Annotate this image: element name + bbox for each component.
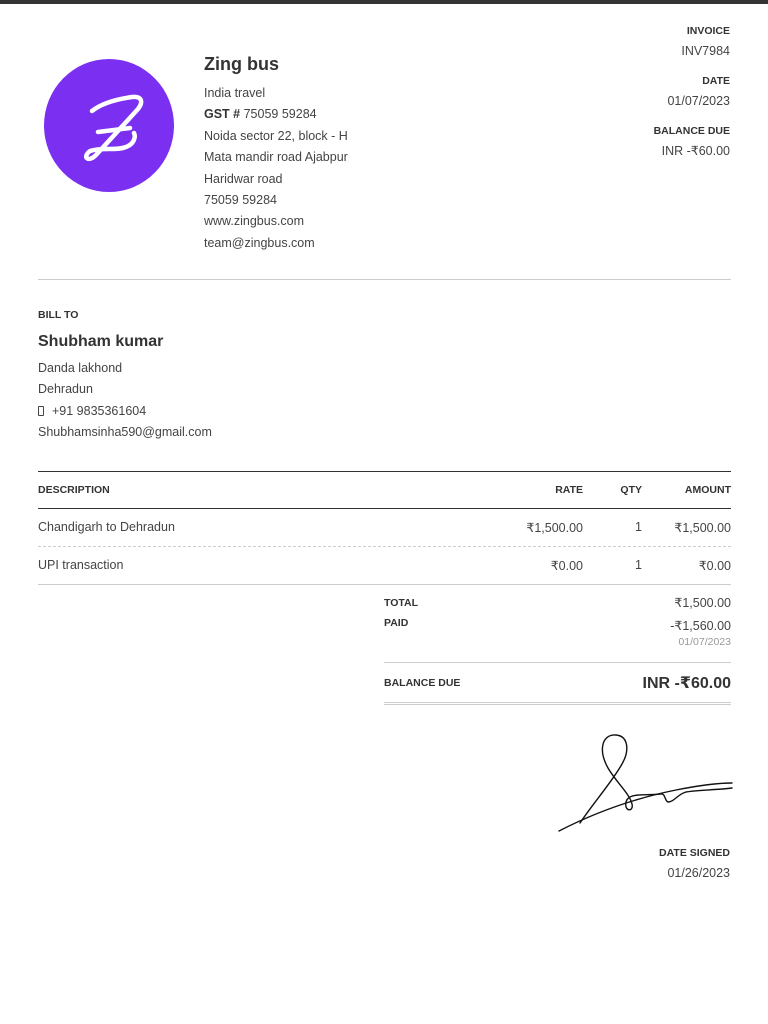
bill-to-label: BILL TO [38, 309, 79, 321]
signature-image [556, 730, 734, 836]
total-value: ₹1,500.00 [674, 596, 731, 610]
line-items-table [38, 471, 731, 585]
customer-phone-number: +91 9835361604 [52, 403, 147, 418]
company-address-line1: Noida sector 22, block - H [204, 128, 348, 143]
paid-value: -₹1,560.00 [670, 619, 731, 633]
gst-number: 75059 59284 [243, 107, 317, 122]
gst-label: GST # [204, 107, 241, 122]
top-bar [0, 0, 768, 4]
company-tagline: India travel [204, 86, 266, 100]
balance-double-rule [384, 702, 731, 705]
row-description: UPI transaction [38, 558, 124, 572]
balance-due-total-value: INR -₹60.00 [642, 675, 731, 692]
customer-address-line2: Dehradun [38, 382, 93, 397]
paid-label: PAID [384, 617, 409, 629]
row-amount: ₹0.00 [698, 559, 731, 573]
company-address-line2: Mata mandir road Ajabpur [204, 150, 348, 165]
company-gst [204, 104, 504, 125]
company-info [204, 54, 504, 254]
balance-due-value: INR -₹60.00 [661, 144, 730, 158]
balance-due-label: BALANCE DUE [653, 125, 730, 137]
header-qty: QTY [620, 484, 642, 496]
company-phone: 75059 59284 [204, 193, 277, 208]
header-description: DESCRIPTION [38, 484, 110, 496]
customer-name: Shubham kumar [38, 333, 164, 350]
company-address-line3: Haridwar road [204, 171, 283, 186]
mobile-phone-icon [38, 406, 44, 416]
company-website[interactable]: www.zingbus.com [204, 214, 305, 229]
row-qty: 1 [635, 558, 642, 572]
date-label: DATE [702, 75, 730, 87]
header-divider [38, 279, 731, 280]
company-email[interactable]: team@zingbus.com [204, 235, 315, 250]
balance-due-total-label: BALANCE DUE [384, 677, 461, 689]
cursive-z-logo-icon [44, 59, 174, 192]
header-rate: RATE [555, 484, 583, 496]
row-rate: ₹1,500.00 [526, 521, 583, 535]
balance-divider [384, 662, 731, 663]
paid-date: 01/07/2023 [678, 636, 731, 648]
customer-email[interactable]: Shubhamsinha590@gmail.com [38, 425, 212, 440]
table-row [38, 509, 731, 547]
invoice-date: 01/07/2023 [667, 94, 730, 108]
table-header [38, 471, 731, 509]
company-logo [44, 59, 174, 192]
row-qty: 1 [635, 520, 642, 534]
invoice-label: INVOICE [686, 25, 730, 37]
company-name: Zing bus [204, 54, 279, 74]
date-signed-label: DATE SIGNED [659, 847, 730, 859]
invoice-number: INV7984 [681, 44, 730, 58]
invoice-meta [530, 24, 730, 174]
table-row [38, 547, 731, 585]
row-rate: ₹0.00 [550, 559, 583, 573]
customer-address-line1: Danda lakhond [38, 361, 123, 375]
total-label: TOTAL [384, 597, 419, 609]
customer-phone [38, 401, 438, 422]
date-signed-section [530, 846, 730, 881]
date-signed-value: 01/26/2023 [667, 866, 730, 880]
header-amount: AMOUNT [684, 484, 731, 496]
row-amount: ₹1,500.00 [674, 521, 731, 535]
bill-to-section [38, 308, 438, 444]
row-description: Chandigarh to Dehradun [38, 520, 175, 534]
